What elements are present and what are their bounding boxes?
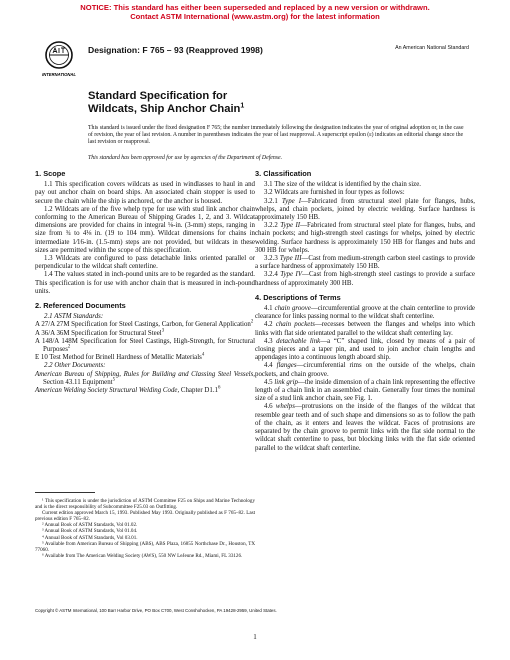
notice-line-2: Contact ASTM International (www.astm.org) for the latest information [130,12,380,22]
para-4-5: 4.5 link grip—the inside dimension of a chain link representing the effective length of a chain link in an assembled chain. Generally four times the nominal size of a stud link anchor chain, see Fig. 1. [255,378,475,403]
document-title [88,90,244,115]
footnote-1: ¹ This specification is under the jurisdiction of ASTM Committee F25 on Ships and Marine Technology and is the direct responsibility of Subcommittee F25.03 on Outfitting. [35,498,255,511]
para-1-2: 1.2 Wildcats are of the five whelp type for use with stud link anchor chain conforming to the American Bureau of Shipping Grades 1, 2, and 3. Wildcat dimensions are provided for chains in integral ⅛-in. (3-mm) steps, ranging in size from ¾ to 4⅛ in. (19 to 104 mm). Wildcat dimensions for chains in intermediate 1⁄16-in. (1.5-mm) steps are not provided, but wildcats in these sizes are permitted within the scope of this specification. [35,205,255,254]
right-column [255,170,475,453]
withdrawal-notice [0,3,510,21]
dod-approval-statement: This standard has been approved for use by agencies of the Department of Defense. [88,155,283,161]
footnote-3: ³ Annual Book of ASTM Standards, Vol 01.04. [42,528,138,535]
designation: Designation: F 765 – 93 (Reapproved 1998) [88,45,263,55]
reference-a36: A 36/A 36M Specification for Structural Steel$^3$ [35,328,165,337]
title-line-2: Wildcats, Ship Anchor Chain$^1$ [88,101,245,115]
reference-e10: E 10 Test Method for Brinell Hardness of Metallic Materials$^4$ [35,352,205,362]
footnote-2: ² Annual Book of ASTM Standards, Vol 01.02. [42,522,138,529]
para-2-1: 2.1 ASTM Standards: [44,313,104,321]
section-3-heading: 3. Classification [255,169,312,178]
reference-a27: A 27/A 27M Specification for Steel Castings, Carbon, for General Application$^2$ [35,320,254,329]
para-2-2: 2.2 Other Documents: [44,362,106,370]
para-4-3: 4.3 detachable link—a “C” shaped link, closed by means of a pair of closing pieces and a taper pin, and used to join anchor chain lengths and appendages into a continuous length aboard ship. [255,337,475,362]
astm-logo-icon [44,40,74,80]
para-1-3: 1.3 Wildcats are configured to pass detachable links oriented parallel or perpendicular to the wildcat shaft centerline. [35,255,255,271]
para-3-2-3: 3.2.3 Type III—Cast from medium-strength carbon steel castings to provide a surface hardness of approximately 150 HB. [255,255,475,271]
footnote-divider [35,492,95,493]
american-national-standard-label: An American National Standard [395,45,469,51]
left-column [35,170,255,395]
para-4-6: 4.6 whelps—protrusions on the inside of the flanges of the wildcat that resemble gear teeth and of such shape and dimensions so as to follow the path of the chain, as it enters and leaves the wildcat. Faces of protrusions are separated by the chain groove to permit links with the flat side normal to the wildcat shaft centerline to pass, but blocking links with the flat side oriented parallel to the wildcat shaft centerline. [255,403,475,452]
para-3-2-1: 3.2.1 Type I—Fabricated from structural steel plate for flanges, hubs, whelps, and chain pockets, joined by electric welding. Surface hardness is approximately 150 HB. [255,197,475,222]
footnote-6: ⁶ Available from The American Welding Society (AWS), 550 NW LeJeune Rd., Miami, FL 33126. [42,552,243,559]
copyright-line: Copyright © ASTM International, 100 Barr Harbor Drive, PO Box C700, West Conshohocken, PA 19428-2959, United States. [35,608,277,613]
para-3-1: 3.1 The size of the wildcat is identified by the chain size. [264,181,421,189]
footnotes [35,498,255,559]
title-line-1: Standard Specification for [88,90,228,102]
section-1-heading: 1. Scope [35,169,66,178]
svg-text:INTERNATIONAL: INTERNATIONAL [42,72,76,77]
reference-a148: A 148/A 148M Specification for Steel Castings, High-Strength, for Structural Purposes$^2$ [35,337,255,354]
section-2-heading: 2. Referenced Documents [35,301,126,311]
footnote-1-approval: Current edition approved March 15, 1993. Published May 1993. Originally published as F 765–82. Last previous edition F 765–82. [35,510,255,523]
issue-statement: This standard is issued under the fixed designation F 765; the number immediately following the designation indicates the year of original adoption or, in the case of revision, the year of last revision. A number in parentheses indicates the year of last reapproval. A superscript epsilon (ε) indicates an editorial change since the last revision or reapproval. [88,125,464,145]
reference-aws-code: American Welding Society Structural Welding Code, Chapter $D1.1^6$ [35,385,221,395]
notice-line-1: NOTICE: This standard has either been superseded and replaced by a new version or withdrawn. [80,3,430,12]
footnote-4: ⁴ Annual Book of ASTM Standards, Vol 03.01. [42,534,138,541]
section-4-heading: 4. Descriptions of Terms [255,292,341,302]
para-1-1: 1.1 This specification covers wildcats as used in windlasses to haul in and pay out anchor chain on board ships. An associated chain stopper is used to secure the chain while the ship is anchored, or the anchor is housed. [35,181,255,205]
para-1-4: 1.4 The values stated in inch-pound units are to be regarded as the standard. This specification is for use with anchor chain that is measured in inch-pound units. [35,271,255,295]
para-4-1: 4.1 chain groove—circumferential groove at the chain centerline to provide clearance for links passing normal to the wildcat shaft centerline. [255,305,475,321]
para-3-2-2: 3.2.2 Type II—Fabricated from structural steel plate for flanges, hubs, and chain pockets; and high-strength steel castings for whelps, joined by electric welding. Surface hardness is approximately 150 HB for flanges and hubs and 300 HB for whelps. [255,222,475,254]
para-3-2-4: 3.2.4 Type IV—Cast from high-strength steel castings to provide a surface hardness of approximately 300 HB. [255,271,475,287]
para-4-4: 4.4 flanges—circumferential rims on the outside of the whelps, chain pockets, and chain groove. [255,362,476,378]
reference-abs-rules: American Bureau of Shipping, Rules for Building and Classing Steel Vessels, Section 43.11 Equipment$^5$ [35,370,255,386]
para-4-2: 4.2 chain pockets—recesses between the flanges and whelps into which links with flat side orientated parallel to the wildcat shaft centerling lay. [255,321,475,337]
para-3-2: 3.2 Wildcats are furnished in four types as follows: [264,189,405,197]
footnote-5: ⁵ Available from American Bureau of Shipping (ABS), ABS Plaza, 16855 Northchase Dr., Houston, TX 77060. [35,540,255,553]
page-number: 1 [253,633,257,641]
